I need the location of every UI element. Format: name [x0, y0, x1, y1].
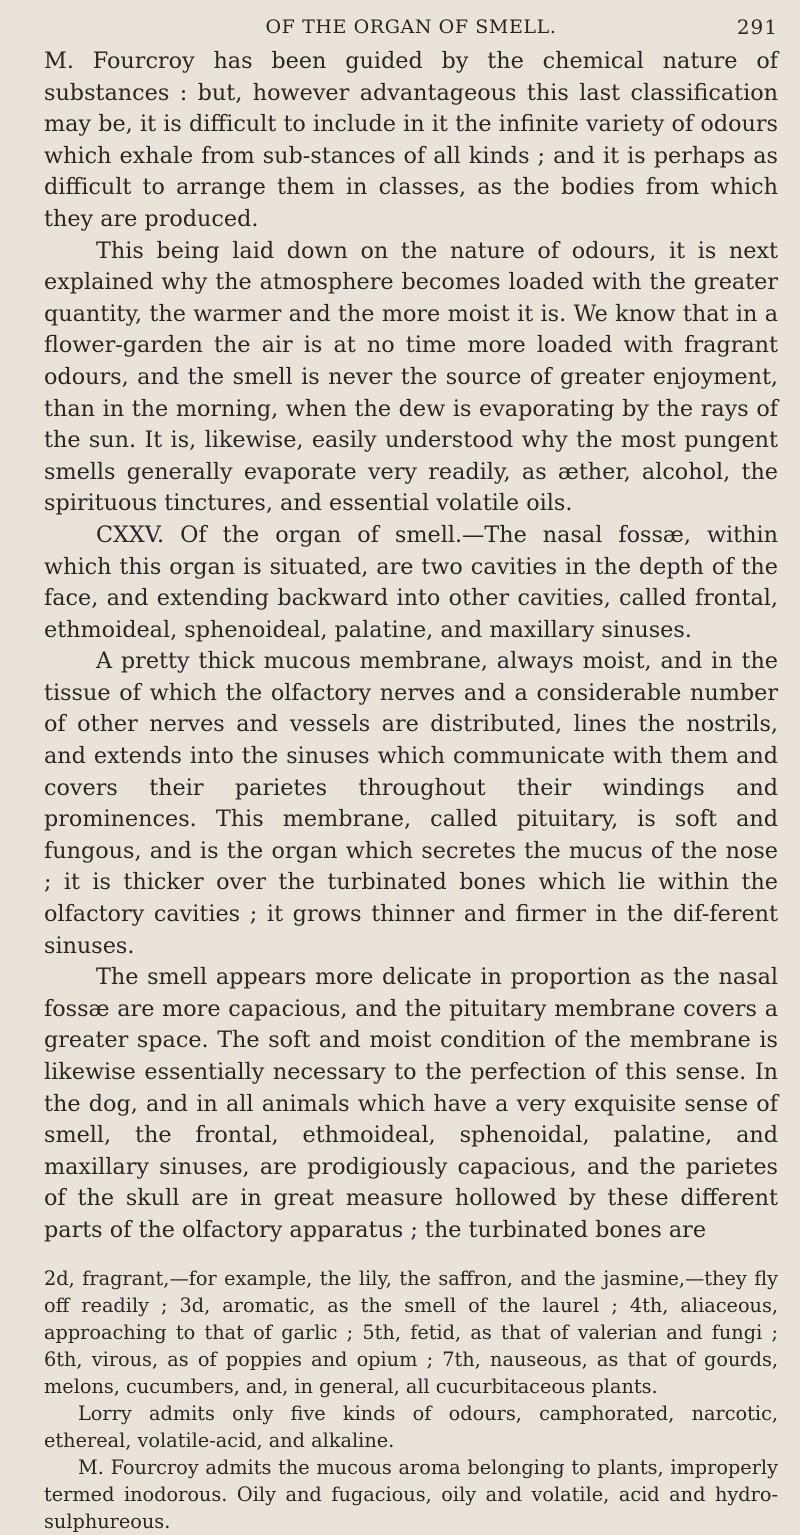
paragraph-3: CXXV. Of the organ of smell.—The nasal fossæ, within which this organ is situated, are two cavities in the depth of the face, and extending backward into other cavities, called frontal, ethmoideal, sphenoideal, palatine, and maxillary sinuses. — [44, 521, 778, 643]
footnote-3: M. Fourcroy admits the mucous aroma belonging to plants, improperly termed inodorous. Oily and fugacious, oily and volatile, acid and hydro-sulphureous. — [44, 1455, 778, 1533]
footnotes — [44, 1265, 778, 1535]
page-number: 291 — [736, 15, 778, 39]
running-title: OF THE ORGAN OF SMELL. — [265, 16, 557, 38]
footnote-2: Lorry admits only five kinds of odours, camphorated, narcotic, ethereal, volatile-acid, and alkaline. — [44, 1401, 778, 1452]
main-text — [44, 46, 778, 1247]
paragraph-5: The smell appears more delicate in proportion as the nasal fossæ are more capacious, and the pituitary membrane covers a greater space. The soft and moist condition of the membrane is likewise essentially necessary to the perfection of this sense. In the dog, and in all animals which have a very exquisite sense of smell, the frontal, ethmoideal, sphenoidal, palatine, and maxillary sinuses, are prodigiously capacious, and the parietes of the skull are in great measure hollowed by these different parts of the olfactory apparatus ; the turbinated bones are — [44, 964, 778, 1243]
paragraph-2: This being laid down on the nature of odours, it is next explained why the atmosphere becomes loaded with the greater quantity, the warmer and the more moist it is. We know that in a flower-garden the air is at no time more loaded with fragrant odours, and the smell is never the source of greater enjoyment, than in the morning, when the dew is evaporating by the rays of the sun. It is, likewise, easily understood why the most pungent smells generally evaporate very readily, as æther, alcohol, the spirituous tinctures, and essential volatile oils. — [44, 237, 778, 517]
running-header — [44, 12, 778, 42]
paragraph-1: M. Fourcroy has been guided by the chemical nature of substances : but, however advantageous this last classification may be, it is difficult to include in it the infinite variety of odours which exhale from sub-stances of all kinds ; and it is perhaps as difficult to arrange them in classes, as the bodies from which they are produced. — [44, 48, 778, 232]
paragraph-4: A pretty thick mucous membrane, always moist, and in the tissue of which the olfactory nerves and a considerable number of other nerves and vessels are distributed, lines the nostrils, and extends into the sinuses which communicate with them and covers their parietes throughout their windings and prominences. This membrane, called pituitary, is soft and fungous, and is the organ which secretes the mucus of the nose ; it is thicker over the turbinated bones which lie within the olfactory cavities ; it grows thinner and firmer in the dif-ferent sinuses. — [44, 648, 778, 959]
footnote-1: 2d, fragrant,—for example, the lily, the saffron, and the jasmine,—they fly off readily ; 3d, aromatic, as the smell of the laurel ; 4th, aliaceous, approaching to that of garlic ; 5th, fetid, as that of valerian and fungi ; 6th, virous, as of poppies and opium ; 7th, nauseous, as that of gourds, melons, cucumbers, and, in general, all cucurbitaceous plants. — [44, 1266, 778, 1398]
